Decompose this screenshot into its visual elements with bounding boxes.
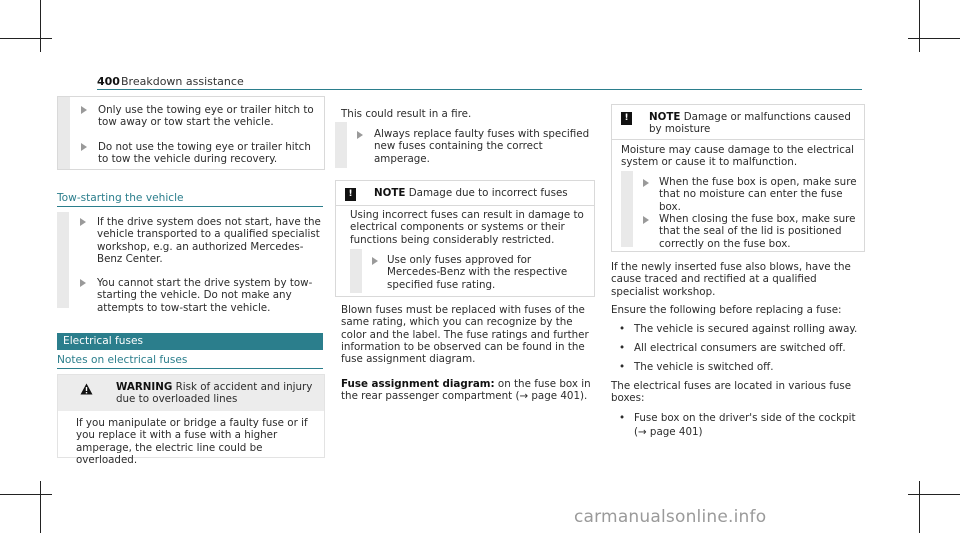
list-item: When closing the fuse box, make sure that the seal of the lid is positioned correctly on the fuse box.	[659, 213, 856, 250]
arrow-icon	[643, 179, 649, 187]
note-label: NOTE	[649, 111, 681, 123]
crop-mark	[908, 494, 960, 495]
note-divider	[612, 139, 864, 140]
paragraph: The electrical fuses are located in various fuse boxes:	[611, 380, 852, 405]
crop-mark	[40, 481, 41, 533]
chapter-band	[57, 333, 323, 350]
crop-mark	[40, 0, 41, 52]
note-body: Moisture may cause damage to the electrical system or cause it to malfunction.	[621, 144, 855, 169]
page-reference-link[interactable]: → page 401	[519, 390, 581, 403]
note-icon: !	[621, 112, 632, 125]
list-item: When the fuse box is open, make sure that no moisture can enter the fuse box.	[659, 176, 857, 213]
note-bar	[621, 171, 633, 247]
paragraph: If the newly inserted fuse also blows, have the cause traced and rectified at a qualified specialist workshop.	[611, 261, 851, 298]
arrow-icon	[357, 131, 363, 139]
heading-rule	[57, 206, 323, 207]
arrow-icon	[81, 106, 87, 114]
arrow-icon	[80, 218, 86, 226]
diagram-text: on the fuse box in the rear passenger compartment (	[341, 378, 591, 403]
bullet-dot: •	[619, 342, 626, 354]
section-title: Breakdown assistance	[121, 75, 244, 88]
arrow-icon	[80, 279, 86, 287]
list-item: Only use the towing eye or trailer hitch to tow away or tow start the vehicle.	[98, 104, 314, 129]
arrow-icon	[643, 216, 649, 224]
warning-label: WARNING	[116, 381, 173, 393]
crop-mark	[919, 0, 920, 52]
list-item: Fuse box on the driver's side of the cockpit	[634, 412, 856, 424]
bullet-dot: •	[619, 412, 626, 424]
box-bar	[58, 97, 70, 169]
note-text: Damage or malfunctions caused by moisture	[649, 111, 851, 136]
watermark: carmanualsonline.info	[574, 507, 767, 527]
warning-body: If you manipulate or bridge a faulty fuse or if you replace it with a fuse with a higher amperage, the electric line could be overloaded.	[76, 417, 308, 466]
diagram-end: ).	[580, 390, 588, 403]
chapter-title: Electrical fuses	[63, 335, 144, 347]
note-bar	[350, 249, 362, 293]
crop-mark	[919, 481, 920, 533]
note-heading	[649, 111, 859, 136]
list-item: The vehicle is switched off.	[634, 361, 774, 373]
warning-triangle-icon	[80, 383, 93, 395]
note-box	[335, 180, 595, 297]
warning-heading	[116, 381, 316, 406]
note-body: Using incorrect fuses can result in damage to electrical components or systems or their functions being considerably restricted.	[350, 209, 584, 246]
warning-box	[57, 374, 325, 466]
list-item: You cannot start the drive system by tow-starting the vehicle. Do not make any attempts to tow-start the vehicle.	[97, 277, 313, 314]
list-item: All electrical consumers are switched off.	[634, 342, 846, 354]
note-box	[611, 104, 865, 252]
list-item: If the drive system does not start, have the vehicle transported to a qualified specialist workshop, e.g. an authorized Mercedes-Benz Center.	[97, 216, 321, 265]
crop-mark	[0, 494, 52, 495]
crop-mark	[0, 38, 52, 39]
list-item: Use only fuses approved for Mercedes-Benz with the respective specified fuse rating.	[387, 254, 568, 291]
tow-bar	[57, 212, 69, 308]
bullet-dot: •	[619, 323, 626, 335]
heading-rule	[57, 368, 323, 369]
note-heading	[374, 187, 588, 199]
list-item: Always replace faulty fuses with specified new fuses containing the correct amperage.	[374, 128, 590, 165]
arrow-icon	[372, 257, 378, 265]
arrow-icon	[81, 143, 87, 151]
item-bar	[335, 122, 347, 168]
paragraph: This could result in a fire.	[341, 108, 472, 120]
tow-info-box	[57, 96, 325, 170]
section-heading: Notes on electrical fuses	[57, 354, 188, 366]
crop-mark	[908, 38, 960, 39]
diagram-label: Fuse assignment diagram:	[341, 378, 495, 390]
section-heading: Tow-starting the vehicle	[57, 192, 184, 204]
paragraph: Ensure the following before replacing a fuse:	[611, 304, 842, 316]
note-icon: !	[345, 188, 356, 201]
page-reference-link[interactable]: (→ page 401)	[634, 426, 703, 438]
bullet-dot: •	[619, 361, 626, 373]
paragraph	[341, 378, 593, 403]
note-label: NOTE	[374, 187, 406, 199]
list-item: The vehicle is secured against rolling away.	[634, 323, 858, 335]
warning-text: Risk of accident and injury due to overloaded lines	[116, 381, 313, 406]
note-divider	[336, 205, 594, 206]
list-item: Do not use the towing eye or trailer hitch to tow the vehicle during recovery.	[98, 141, 311, 166]
note-text: Damage due to incorrect fuses	[408, 187, 568, 199]
page-number: 400	[97, 75, 120, 88]
paragraph: Blown fuses must be replaced with fuses of the same rating, which you can recognize by the color and the label. The fuse ratings and further information to be observed can be found in the fuse assignment diagram.	[341, 304, 589, 366]
header-rule	[97, 89, 862, 90]
